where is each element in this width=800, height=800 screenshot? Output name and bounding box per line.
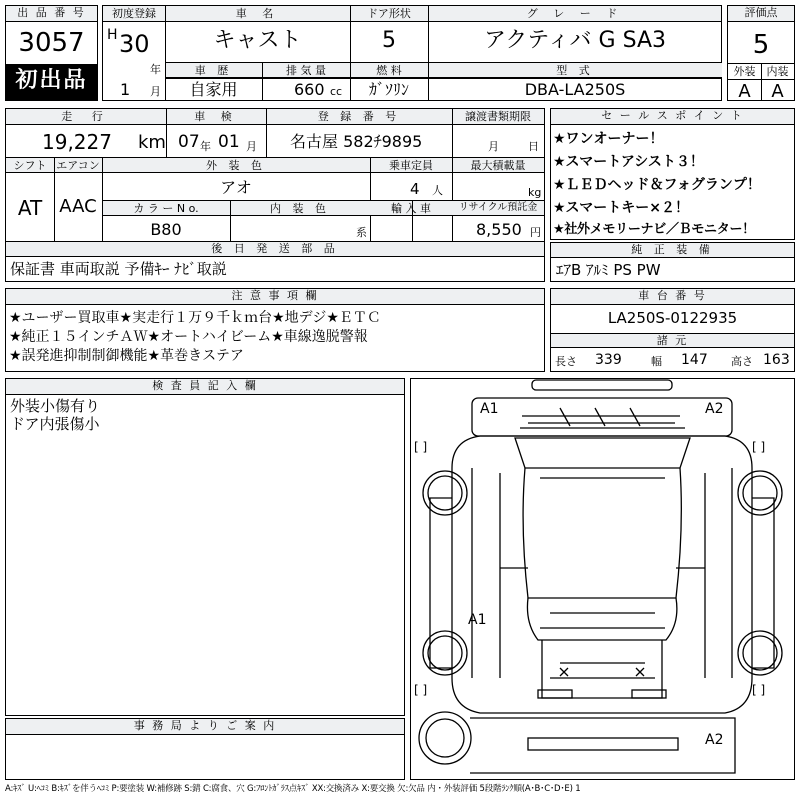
- inspector-box: [5, 378, 405, 716]
- sales-point-box: [550, 108, 795, 240]
- length: 339: [595, 352, 622, 368]
- load-label: 最大積載量: [470, 159, 526, 172]
- height: 163: [763, 352, 790, 368]
- displacement-unit: cc: [330, 85, 343, 98]
- dims-label: 諸 元: [551, 333, 794, 348]
- first-listing-badge: 初出品: [6, 64, 97, 100]
- reg-month-unit: 月: [150, 85, 161, 98]
- inspection-label: 車 検: [194, 110, 238, 123]
- notes-line-3: ★誤発進抑制制御機能★革巻きステア: [9, 348, 244, 364]
- plate-label: 登 録 番 号: [317, 110, 401, 123]
- interior-label: 内装: [766, 65, 789, 78]
- lot-number: 3057: [18, 28, 85, 58]
- displacement: 660: [294, 80, 325, 99]
- reg-month: 1: [120, 80, 131, 99]
- equipment-label: 純 正 装 備: [551, 243, 794, 258]
- score-label: 評価点: [728, 6, 794, 22]
- divider: [166, 109, 167, 157]
- inspector-line-2: ドア内張傷小: [10, 415, 100, 433]
- length-label: 長さ: [555, 355, 577, 368]
- insp-month: 01: [218, 132, 240, 152]
- reg-year-unit: 年: [150, 63, 161, 76]
- shift-label: シフト: [13, 159, 47, 172]
- insp-month-unit: 月: [246, 140, 257, 153]
- load-unit: kg: [528, 186, 542, 199]
- transfer-day-unit: 日: [528, 140, 539, 153]
- damage-mark: A1: [480, 401, 499, 417]
- plate: 名古屋 582ﾁ9895: [290, 132, 423, 151]
- legend: A:ｷｽﾞ U:ﾍｺﾐ B:ｷｽﾞを伴うﾍｺﾐ P:要塗装 W:補修跡 S:錆 C:腐食、穴 G:ﾌﾛﾝﾄｶﾞﾗｽ点ｷｽﾞ XX:交換済み X:要交換 欠:欠品 内・外装評価 5段階ﾗﾝｸ順(A･B･C･D･E) 1: [5, 784, 581, 794]
- bracket-left-bottom: [ ]: [414, 683, 428, 697]
- divider: [165, 78, 722, 79]
- sales-point-3: ★ＬＥＤヘッド＆フォグランプ！: [553, 177, 761, 193]
- displacement-label: 排 気 量: [286, 64, 326, 77]
- sales-point-label: セ ー ル ス ポ イ ン ト: [551, 109, 794, 125]
- fuel-label: 燃 料: [376, 64, 402, 77]
- era-label: H: [107, 27, 118, 43]
- shift: AT: [17, 196, 43, 220]
- capacity: 4: [410, 180, 420, 198]
- width-label: 幅: [651, 355, 662, 368]
- mileage-label: 走 行: [61, 110, 111, 123]
- grade: アクティバ G SA3: [483, 28, 667, 53]
- sales-point-2: ★スマートアシスト３！: [553, 154, 704, 170]
- damage-mark: A2: [705, 401, 724, 417]
- inspector-label: 検 査 員 記 入 欄: [6, 379, 404, 395]
- color-label: 外 装 色: [206, 159, 266, 172]
- office-box: [5, 718, 405, 780]
- grade-label: グ レ ー ド: [526, 7, 624, 20]
- height-label: 高さ: [731, 355, 753, 368]
- equipment: ｴｱB ｱﾙﾐ PS PW: [556, 261, 661, 279]
- recycle-label: リサイクル預託金: [458, 202, 538, 213]
- bracket-left-top: [ ]: [414, 440, 428, 454]
- mileage-unit: km: [138, 132, 166, 153]
- score: 5: [752, 30, 770, 60]
- interior-color-unit: 系: [356, 226, 367, 239]
- reg-year: 30: [119, 30, 150, 58]
- exterior-label: 外装: [733, 65, 756, 78]
- fuel: ｶﾞｿﾘﾝ: [368, 80, 409, 99]
- damage-mark: A2: [705, 732, 724, 748]
- aircon: AAC: [59, 196, 97, 217]
- inspector-line-1: 外装小傷有り: [10, 397, 101, 415]
- color: アオ: [220, 178, 252, 197]
- office-label: 事 務 局 よ り ご 案 内: [6, 719, 404, 735]
- car-name: キャスト: [213, 28, 302, 53]
- divider: [266, 109, 267, 157]
- transfer-label: 譲渡書類期限: [465, 110, 531, 123]
- model-label: 型 式: [556, 64, 594, 77]
- transfer-month-unit: 月: [488, 140, 499, 153]
- later-parts-label: 後 日 発 送 部 品: [6, 242, 544, 257]
- exterior-grade: A: [738, 81, 751, 102]
- doors-label: ドア形状: [367, 7, 411, 20]
- notes-label: 注 意 事 項 欄: [6, 289, 544, 305]
- sales-point-5: ★社外メモリーナビ／Ｂモニター！: [553, 222, 755, 237]
- mileage: 19,227: [42, 130, 112, 154]
- score-box: [727, 5, 795, 101]
- capacity-unit: 人: [432, 184, 443, 197]
- sales-point-1: ★ワンオーナー！: [553, 131, 664, 147]
- notes-line-1: ★ユーザー買取車★実走行１万９千ｋｍ台★地デジ★ＥＴＣ: [9, 310, 381, 326]
- bracket-right-bottom: [ ]: [752, 683, 766, 697]
- history: 自家用: [189, 80, 238, 99]
- interior-color-label: 内 装 色: [270, 202, 330, 215]
- color-no-label: カ ラ ー N o.: [133, 202, 199, 215]
- color-no: B80: [150, 220, 182, 239]
- interior-grade: A: [771, 81, 784, 102]
- aircon-label: エアコン: [56, 159, 100, 172]
- lot-number-label: 出 品 番 号: [6, 6, 97, 22]
- chassis-label: 車 台 番 号: [551, 289, 794, 305]
- insp-year-unit: 年: [200, 140, 211, 153]
- model: DBA-LA250S: [524, 80, 626, 99]
- car-diagram: [410, 378, 795, 780]
- first-reg-label: 初度登録: [112, 7, 156, 20]
- recycle-unit: 円: [530, 226, 541, 239]
- notes-box: [5, 288, 545, 372]
- bracket-right-top: [ ]: [752, 440, 766, 454]
- later-parts: 保証書 車両取説 予備ｷｰ ﾅﾋﾞ取説: [10, 260, 227, 278]
- equipment-box: [550, 242, 795, 282]
- recycle: 8,550: [476, 220, 522, 239]
- damage-mark: A1: [468, 612, 487, 628]
- insp-year: 07: [178, 132, 200, 152]
- history-label: 車 歴: [194, 64, 233, 77]
- divider: [452, 109, 453, 157]
- doors: 5: [382, 28, 396, 53]
- width: 147: [681, 352, 708, 368]
- car-name-label: 車 名: [235, 7, 280, 20]
- capacity-label: 乗車定員: [389, 159, 433, 172]
- notes-line-2: ★純正１５インチＡＷ★オートハイビーム★車線逸脱警報: [9, 329, 368, 345]
- chassis-box: [550, 288, 795, 372]
- chassis-number: LA250S-0122935: [607, 309, 738, 327]
- sales-point-4: ★スマートキー×２！: [553, 200, 690, 216]
- import-label: 輸 入 車: [391, 202, 431, 215]
